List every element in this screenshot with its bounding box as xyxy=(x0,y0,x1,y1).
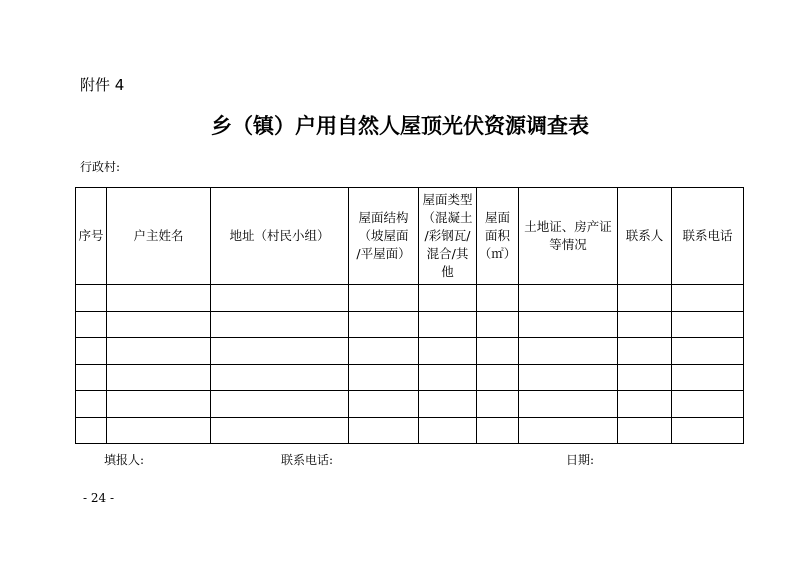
table-cell xyxy=(419,417,477,444)
table-cell xyxy=(477,311,519,338)
table-cell xyxy=(618,391,672,418)
table-cell xyxy=(618,338,672,365)
header-cell xyxy=(349,188,419,285)
header-cell xyxy=(618,188,672,285)
header-seq: 序号 xyxy=(78,228,104,243)
header-cell xyxy=(519,188,618,285)
table-cell xyxy=(519,338,618,365)
header-roof-area: 屋面 面积 （㎡） xyxy=(478,210,517,261)
table-row xyxy=(76,338,744,365)
header-contact: 联系人 xyxy=(625,228,664,243)
header-cell xyxy=(76,188,107,285)
header-cell xyxy=(419,188,477,285)
table-cell xyxy=(477,285,519,312)
table-cell xyxy=(672,364,744,391)
header-row xyxy=(76,188,744,285)
table-cell xyxy=(211,311,349,338)
table-cell xyxy=(76,391,107,418)
table-cell xyxy=(349,417,419,444)
table-cell xyxy=(211,338,349,365)
table-cell xyxy=(211,391,349,418)
table-cell xyxy=(349,391,419,418)
header-roof-type: 屋面类型 （混凝土 /彩钢瓦/ 混合/其 他 xyxy=(422,192,473,279)
table-cell xyxy=(618,285,672,312)
table-cell xyxy=(477,338,519,365)
table-cell xyxy=(477,417,519,444)
survey-table xyxy=(75,187,744,444)
table-row xyxy=(76,391,744,418)
table-cell xyxy=(672,338,744,365)
table-cell xyxy=(76,338,107,365)
table-cell xyxy=(419,311,477,338)
table-cell xyxy=(107,364,211,391)
table-cell xyxy=(76,311,107,338)
table-cell xyxy=(107,391,211,418)
header-owner-name: 户主姓名 xyxy=(133,228,184,243)
phone-label: 联系电话: xyxy=(281,453,334,467)
table-cell xyxy=(349,285,419,312)
table-cell xyxy=(76,417,107,444)
table-cell xyxy=(349,311,419,338)
table-cell xyxy=(107,311,211,338)
table-cell xyxy=(349,364,419,391)
table-row xyxy=(76,417,744,444)
header-cell xyxy=(672,188,744,285)
table-cell xyxy=(672,417,744,444)
header-cell xyxy=(211,188,349,285)
table-cell xyxy=(672,285,744,312)
table-cell xyxy=(211,364,349,391)
table-row xyxy=(76,364,744,391)
table-cell xyxy=(419,338,477,365)
table-cell xyxy=(477,364,519,391)
table-cell xyxy=(419,364,477,391)
table-cell xyxy=(211,417,349,444)
table-cell xyxy=(107,285,211,312)
page-title: 乡（镇）户用自然人屋顶光伏资源调查表 xyxy=(211,114,589,138)
village-label: 行政村: xyxy=(80,160,121,174)
table-row xyxy=(76,285,744,312)
date-label: 日期: xyxy=(566,453,595,467)
table-cell xyxy=(76,285,107,312)
table-cell xyxy=(349,338,419,365)
header-cell xyxy=(477,188,519,285)
table-cell xyxy=(107,338,211,365)
header-cell xyxy=(107,188,211,285)
header-contact-phone: 联系电话 xyxy=(682,228,733,243)
header-certificates: 土地证、房产证 等情况 xyxy=(524,219,612,252)
table-cell xyxy=(519,285,618,312)
table-row xyxy=(76,311,744,338)
table-cell xyxy=(477,391,519,418)
table-cell xyxy=(618,311,672,338)
table-cell xyxy=(419,391,477,418)
table-cell xyxy=(519,311,618,338)
table-cell xyxy=(211,285,349,312)
table-cell xyxy=(107,417,211,444)
survey-table-body xyxy=(76,285,744,444)
table-cell xyxy=(519,364,618,391)
table-cell xyxy=(618,364,672,391)
filler-label: 填报人: xyxy=(104,453,145,467)
table-cell xyxy=(419,285,477,312)
header-roof-structure: 屋面结构 （坡屋面 /平屋面） xyxy=(356,210,411,261)
table-cell xyxy=(672,391,744,418)
table-cell xyxy=(618,417,672,444)
attachment-label: 附件 4 xyxy=(80,76,125,94)
header-address: 地址（村民小组） xyxy=(229,228,330,243)
table-cell xyxy=(76,364,107,391)
table-cell xyxy=(672,311,744,338)
page-number: - 24 - xyxy=(83,491,115,505)
table-cell xyxy=(519,417,618,444)
table-cell xyxy=(519,391,618,418)
